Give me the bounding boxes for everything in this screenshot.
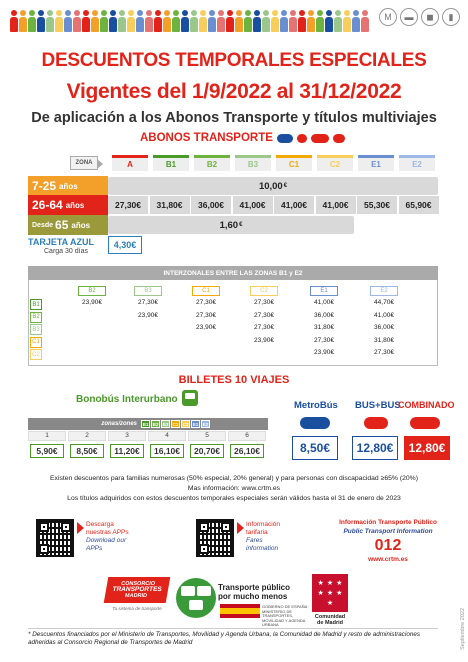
- person-icon: [64, 10, 72, 32]
- interzonal-row-b2: B2: [30, 312, 42, 323]
- busbus-price: 12,80€: [352, 436, 398, 460]
- interurbano-logo-icon: [311, 134, 329, 143]
- age-row-joven: 7-25 años: [28, 176, 108, 196]
- zone-tab-e1: E1: [358, 155, 394, 171]
- person-icon: [235, 10, 243, 32]
- age-row-adulto: 26-64 años: [28, 195, 108, 215]
- bonobus-price: 26,10€: [230, 444, 264, 458]
- interzonal-cell: 36,00€: [314, 311, 334, 319]
- info-web-link[interactable]: www.crtm.es: [368, 556, 408, 563]
- bus-icon: [182, 390, 198, 406]
- interzonal-col-c1: C1: [192, 286, 220, 296]
- interzonal-cell: 23,90€: [254, 336, 274, 344]
- bonobus-price: 16,10€: [150, 444, 184, 458]
- info-title: Información Transporte Público: [339, 519, 437, 526]
- interzonal-cell: 31,80€: [314, 324, 334, 331]
- zone-tab-a: A: [112, 155, 148, 171]
- zone-tab-c1: C1: [276, 155, 312, 171]
- arrow-icon: [237, 522, 244, 534]
- person-icon: [118, 10, 126, 32]
- bonobus-zone-count: 6: [228, 431, 266, 441]
- age-row-mayor: Desde 65 años: [28, 215, 108, 235]
- bus-logo-icon: [364, 417, 388, 429]
- interzonal-cell: 27,30€: [196, 311, 216, 319]
- ministerio-text: GOBIERNO DE ESPAÑA · MINISTERIO DE TRANSPORTES, MOVILIDAD Y AGENDA URBANA: [262, 604, 310, 627]
- interzonal-row-b1: B1: [30, 299, 42, 310]
- bonobus-zone-count: 2: [68, 431, 106, 441]
- interzonal-col-e1: E1: [310, 286, 338, 296]
- zone-tab-c2: C2: [317, 155, 353, 171]
- bonobus-zones-header: zonas/zones B1 B2 B3 C1 C2 E1 E2: [28, 418, 268, 430]
- interzonal-cell: 41,00€: [314, 299, 334, 306]
- person-icon: [244, 10, 252, 32]
- person-icon: [262, 10, 270, 32]
- gobierno-espana-logo: [220, 604, 260, 618]
- fare-mayor: 1,60 €: [108, 216, 354, 234]
- bonobus-title: Bonobús Interurbano: [76, 394, 178, 405]
- fare-adulto-cell: 36,00€: [191, 196, 231, 214]
- interzonal-cell: 23,90€: [138, 311, 158, 319]
- bonobus-price: 20,70€: [190, 444, 224, 458]
- billetes-title: BILLETES 10 VIAJES: [178, 374, 290, 386]
- combinado-label: COMBINADO: [398, 400, 455, 410]
- metrobus-price: 8,50€: [292, 436, 338, 460]
- footnote: * Descuentos financiados por el Ministerio de Transportes, Movilidad y Agenda Urbana, la Comunidad de Madrid y resto de administraciones adheridas al Consorcio Regional de Transportes de Madrid: [28, 631, 421, 646]
- transporte-publico-text: Transporte público por mucho menos: [218, 583, 291, 601]
- metro-logo-icon: [277, 134, 293, 143]
- interzonal-col-c2: C2: [250, 286, 278, 296]
- interzonal-cell: 27,30€: [254, 324, 274, 331]
- people-icon-strip: [10, 6, 440, 32]
- interzonal-cell: 31,80€: [374, 336, 394, 344]
- person-icon: [343, 10, 351, 32]
- bonobus-zone-chip: B3: [162, 421, 169, 427]
- arrow-icon: [77, 522, 84, 534]
- interzonal-cell: 27,30€: [254, 299, 274, 306]
- interzonal-cell: 27,30€: [314, 336, 334, 344]
- zones-row: [70, 154, 440, 172]
- interzonal-row-c1: C1: [30, 337, 42, 348]
- consorcio-logo: CONSORCIO TRANSPORTES MADRID: [104, 577, 171, 603]
- ligero-logo-icon: [333, 134, 345, 143]
- abonos-title: ABONOS TRANSPORTE: [140, 132, 345, 144]
- zona-label: ZONA: [70, 156, 98, 170]
- zone-tab-b1: B1: [153, 155, 189, 171]
- fares-info-text: Información tarifaria Fares information: [246, 521, 280, 552]
- interzonal-cell: 23,90€: [314, 349, 334, 356]
- interzonal-cell: 27,30€: [374, 349, 394, 356]
- metro-logo-icon: [300, 417, 330, 429]
- bonobus-price: 5,90€: [30, 444, 64, 458]
- bonobus-zone-chip: E2: [202, 421, 209, 427]
- combinado-logo-icon: [410, 417, 440, 429]
- person-icon: [307, 10, 315, 32]
- interzonal-cell: 27,30€: [138, 299, 158, 306]
- footer-divider: [28, 628, 438, 629]
- person-icon: [181, 10, 189, 32]
- interzonal-cell: 27,30€: [254, 311, 274, 319]
- fare-adulto-cell: 41,00€: [274, 196, 314, 214]
- person-icon: [316, 10, 324, 32]
- bonobus-zone-count: 3: [108, 431, 146, 441]
- person-icon: [208, 10, 216, 32]
- person-icon: [334, 10, 342, 32]
- interzonal-row-b3: B3: [30, 324, 42, 335]
- bonobus-zone-count: 4: [148, 431, 186, 441]
- person-icon: [163, 10, 171, 32]
- person-icon: [271, 10, 279, 32]
- zone-tab-e2: E2: [399, 155, 435, 171]
- bonobus-price: 8,50€: [70, 444, 104, 458]
- zone-tab-b3: B3: [235, 155, 271, 171]
- person-icon: [100, 10, 108, 32]
- fare-joven: 10,00 €: [108, 177, 438, 195]
- qr-code-apps[interactable]: [36, 519, 74, 557]
- note-validez: Los títulos adquiridos con estos descuentos temporales especiales serán válidos hasta el 31 de enero de 2023: [67, 495, 401, 502]
- person-icon: [10, 10, 18, 32]
- metrobus-label: MetroBús: [294, 400, 338, 411]
- interzonal-cell: 23,90€: [82, 299, 102, 306]
- bonobus-zone-count: 1: [28, 431, 66, 441]
- interzonal-col-b3: B3: [134, 286, 162, 296]
- transporte-publico-logo-icon: [176, 578, 216, 618]
- info-subtitle: Public Transport Information: [343, 528, 433, 535]
- interzonal-col-e2: E2: [370, 286, 398, 296]
- note-mas-info: Mas información: www.crtm.es: [187, 485, 281, 492]
- fare-adulto-cell: 31,80€: [150, 196, 190, 214]
- person-icon: [73, 10, 81, 32]
- qr-code-fares[interactable]: [196, 519, 234, 557]
- combinado-price: 12,80€: [404, 436, 450, 460]
- interzonales-header: INTERZONALES ENTRE LAS ZONAS B1 y E2: [28, 266, 438, 280]
- note-descuentos: Existen descuentos para familias numerosas (50% especial, 20% general) y para personas con discapacidad ≥65% (20%): [50, 475, 418, 482]
- page-title-line2: Vigentes del 1/9/2022 al 31/12/2022: [66, 80, 402, 103]
- interzonal-col-b2: B2: [78, 286, 106, 296]
- person-icon: [226, 10, 234, 32]
- interzonal-cell: 41,00€: [374, 311, 394, 319]
- person-icon: [154, 10, 162, 32]
- person-icon: [91, 10, 99, 32]
- person-icon: [280, 10, 288, 32]
- person-icon: [145, 10, 153, 32]
- fare-adulto-cell: 41,00€: [233, 196, 273, 214]
- person-icon: [172, 10, 180, 32]
- bonobus-zone-chip: B2: [152, 421, 159, 427]
- bonobus-zone-chip: C2: [182, 421, 189, 427]
- person-icon: [136, 10, 144, 32]
- person-icon: [361, 10, 369, 32]
- person-icon: [46, 10, 54, 32]
- interzonal-row-c2: C2: [30, 349, 42, 360]
- person-icon: [352, 10, 360, 32]
- page-title-line1: DESCUENTOS TEMPORALES ESPECIALES: [41, 50, 427, 71]
- fare-adulto-cell: 41,00€: [316, 196, 356, 214]
- interzonal-cell: 36,00€: [374, 324, 394, 331]
- person-icon: [82, 10, 90, 32]
- person-icon: [298, 10, 306, 32]
- bus-icon: ▬: [400, 8, 418, 26]
- interzonal-cell: 27,30€: [196, 299, 216, 306]
- person-icon: [28, 10, 36, 32]
- info-phone[interactable]: 012: [374, 537, 402, 554]
- interzonal-cell: 23,90€: [196, 324, 216, 331]
- person-icon: [127, 10, 135, 32]
- tarjeta-azul-subtitle: Carga 30 días: [44, 248, 88, 255]
- interzonal-cell: 44,70€: [374, 299, 394, 306]
- person-icon: [289, 10, 297, 32]
- person-icon: [109, 10, 117, 32]
- bonobus-zone-chip: E1: [192, 421, 199, 427]
- fare-adulto-cell: 27,30€: [108, 196, 148, 214]
- tram-icon: ▮: [442, 8, 460, 26]
- side-date: Septiembre 2022: [460, 608, 466, 650]
- page-subtitle: De aplicación a los Abonos Transporte y títulos multiviajes: [31, 110, 437, 126]
- person-icon: [253, 10, 261, 32]
- person-icon: [19, 10, 27, 32]
- train-icon: ◼: [421, 8, 439, 26]
- person-icon: [199, 10, 207, 32]
- bonobus-zone-count: 5: [188, 431, 226, 441]
- comunidad-madrid-text: Comunidad de Madrid: [314, 614, 346, 626]
- transport-mode-icons: [379, 8, 460, 26]
- zone-tab-b2: B2: [194, 155, 230, 171]
- comunidad-madrid-logo: ★ ★ ★ ★ ★ ★ ★: [312, 574, 348, 612]
- person-icon: [217, 10, 225, 32]
- bonobus-zone-chip: C1: [172, 421, 179, 427]
- tarjeta-azul-price: 4,30€: [108, 236, 142, 254]
- fare-adulto-cell: 55,30€: [357, 196, 397, 214]
- fare-adulto-cell: 65,90€: [399, 196, 439, 214]
- person-icon: [325, 10, 333, 32]
- busbus-label: BUS+BUS: [355, 400, 401, 411]
- bonobus-zone-chips: [141, 420, 210, 428]
- person-icon: [37, 10, 45, 32]
- consorcio-slogan: Tu sistema de transporte: [112, 606, 162, 611]
- cercanias-logo-icon: [297, 134, 307, 143]
- person-icon: [190, 10, 198, 32]
- bonobus-zone-chip: B1: [142, 421, 149, 427]
- bonobus-price: 11,20€: [110, 444, 144, 458]
- download-apps-text: Descarga nuestras APPs Download our APPs: [86, 521, 129, 552]
- tarjeta-azul-title: TARJETA AZUL: [28, 237, 94, 247]
- metro-icon: M: [379, 8, 397, 26]
- zone-tabs: [112, 155, 440, 171]
- person-icon: [55, 10, 63, 32]
